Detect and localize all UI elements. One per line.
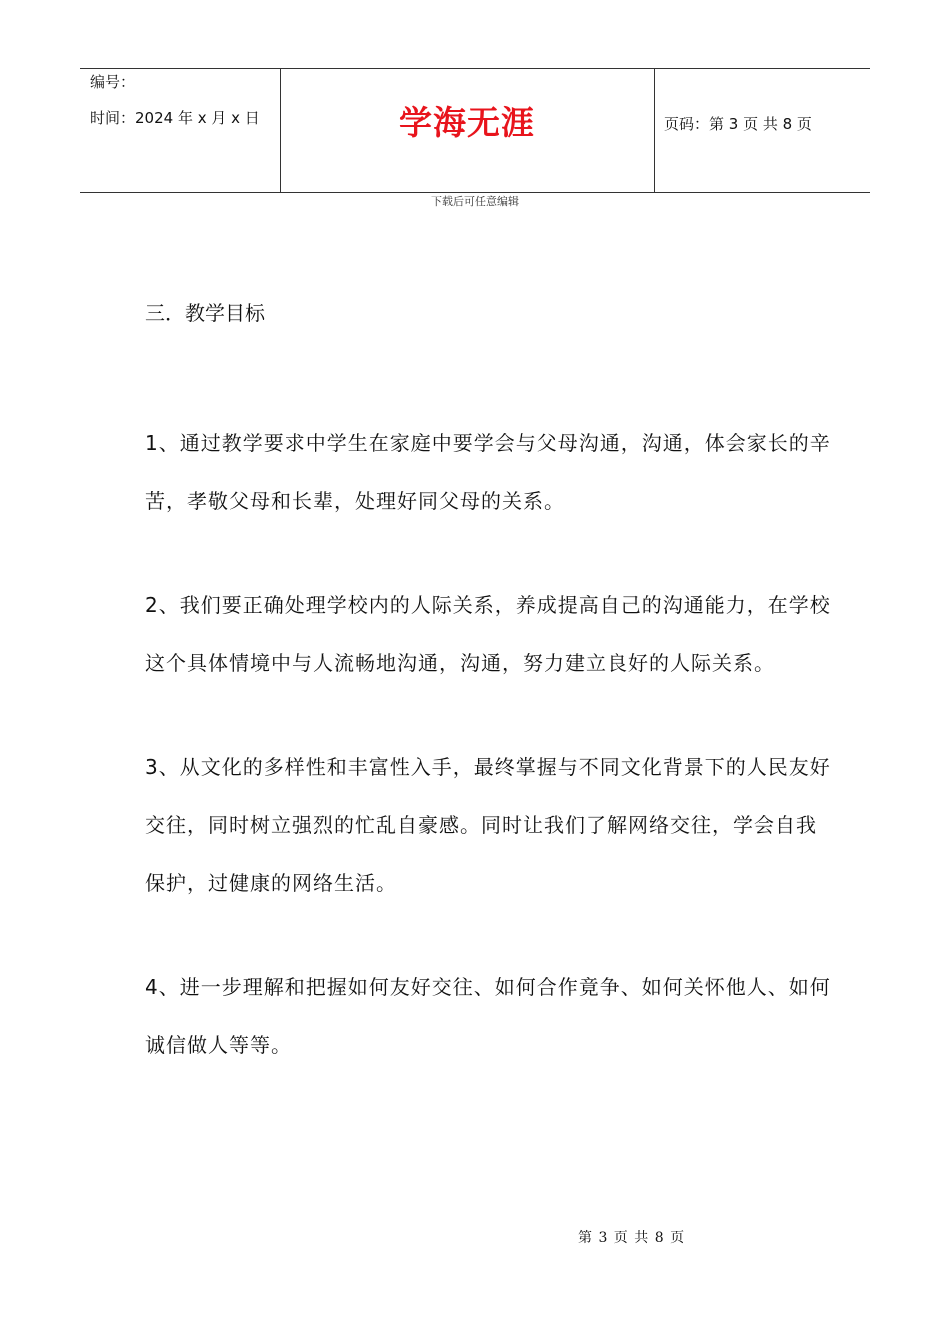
document-body xyxy=(145,290,835,1074)
section-heading: 三．教学目标 xyxy=(145,301,265,325)
header-divider xyxy=(654,69,655,192)
brand-title: 学海无涯 xyxy=(399,103,535,142)
objective-paragraph-3: 3、从文化的多样性和丰富性入手，最终掌握与不同文化背景下的人民友好交往，同时树立强烈的忙乱自豪感。同时让我们了解网络交往，学会自我保护，过健康的网络生活。 xyxy=(145,755,831,895)
document-number-label: 编号： xyxy=(90,73,136,91)
page-footer: 第 3 页 共 8 页 xyxy=(578,1230,686,1246)
download-note: 下载后可任意编辑 xyxy=(431,195,519,208)
document-header xyxy=(80,68,870,193)
objective-paragraph-4: 4、进一步理解和把握如何友好交往、如何合作竟争、如何关怀他人、如何诚信做人等等。 xyxy=(145,975,831,1057)
document-date-label: 时间：2024 年 x 月 x 日 xyxy=(90,109,260,127)
header-page-indicator: 页码：第 3 页 共 8 页 xyxy=(664,115,812,133)
objective-paragraph-1: 1、通过教学要求中学生在家庭中要学会与父母沟通，沟通，体会家长的辛苦，孝敬父母和长辈，处理好同父母的关系。 xyxy=(145,431,831,513)
objective-paragraph-2: 2、我们要正确处理学校内的人际关系，养成提高自己的沟通能力，在学校这个具体情境中与人流畅地沟通，沟通，努力建立良好的人际关系。 xyxy=(145,593,831,675)
